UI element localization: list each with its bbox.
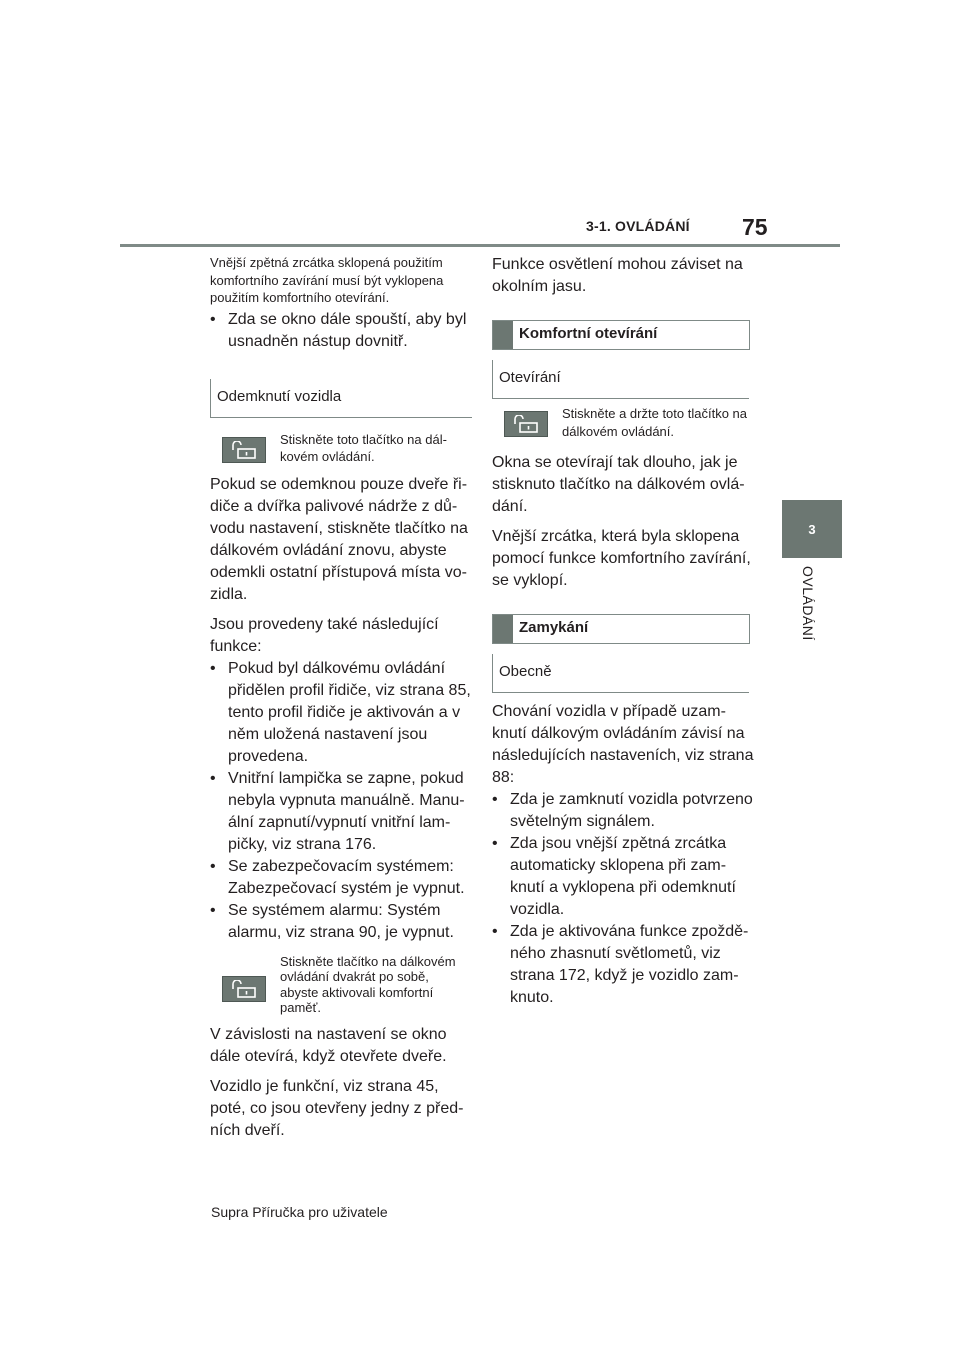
paragraph: Okna se otevírají tak dlouho, jak je stisknuto tlačítko na dálkovém ovládání. <box>492 454 745 515</box>
instruction-text: Stiskněte a držte toto tlačítko na dálkovém ovládání. <box>562 406 747 439</box>
subheading-opening <box>492 360 749 399</box>
footer-text: Supra Příručka pro uživatele <box>211 1204 388 1220</box>
list-item: • Vnitřní lampička se zapne, pokud nebyla vypnuta manuálně. Manuální zapnutí/vypnutí vnitřní lampičky, viz strana 176. <box>210 769 465 853</box>
unlock-key-icon <box>504 411 548 437</box>
paragraph: Pokud se odemknou pouze dveře řidiče a dvířka palivové nádrže z důvodu nastavení, stiskněte tlačítko na dálkovém ovládání znovu, abyste odemkli ostatní přístupová místa vozidla. <box>210 475 468 603</box>
list-item-text: Pokud byl dálkovému ovládání přidělen profil řidiče, viz strana 85, tento profil řidiče je aktivován a v něm uložená nastavení jsou provedena. <box>228 659 471 765</box>
list-item: • Zda je aktivována funkce zpožděného zhasnutí světlometů, viz strana 172, když je vozidlo zamknuto. <box>492 923 749 1006</box>
subheading-text: Odemknutí vozidla <box>217 387 342 405</box>
paragraph: Funkce osvětlení mohou záviset na okolním jasu. <box>492 256 743 295</box>
list-item-text: Zda jsou vnější zpětná zrcátka automaticky sklopena při zamknutí a vyklopena při odemknutí vozidla. <box>510 835 736 918</box>
heading-bar <box>493 321 513 349</box>
list-item-text: Zda je aktivována funkce zpožděného zhasnutí světlometů, viz strana 172, když je vozidlo zamknuto. <box>510 923 749 1006</box>
instruction-text: Stiskněte tlačítko na dálkovém ovládání dvakrát po sobě, abyste aktivovali komfortní paměť. <box>280 953 456 1015</box>
section-title: 3-1. OVLÁDÁNÍ <box>586 218 690 234</box>
list-item: • Zda se okno dále spouští, aby byl usnadněn nástup dovnitř. <box>210 310 467 350</box>
heading-text: Komfortní otevírání <box>519 325 658 342</box>
heading-text: Zamykání <box>519 619 589 636</box>
subheading-general <box>492 654 749 693</box>
right-column <box>492 254 754 1009</box>
paragraph: V závislosti na nastavení se okno dále otevírá, když otevřete dveře. <box>210 1025 447 1065</box>
list-item: • Se systémem alarmu: Systém alarmu, viz strana 90, je vypnut. <box>210 901 454 941</box>
header-divider <box>120 244 840 247</box>
list-item-text: Se zabezpečovacím systémem: Zabezpečovací systém je vypnut. <box>228 857 465 897</box>
list-item-text: Zda je zamknutí vozidla potvrzeno světelným signálem. <box>510 791 753 830</box>
subheading-text: Otevírání <box>499 369 561 386</box>
instruction-row <box>504 405 754 440</box>
list-item: • Se zabezpečovacím systémem: Zabezpečovací systém je vypnut. <box>210 857 465 897</box>
unlock-key-icon <box>222 976 266 1002</box>
list-item-text: Zda se okno dále spouští, aby byl usnadněn nástup dovnitř. <box>228 310 467 350</box>
instruction-text: Stiskněte toto tlačítko na dálkovém ovládání. <box>280 431 447 464</box>
list-item-text: Se systémem alarmu: Systém alarmu, viz strana 90, je vypnut. <box>228 901 454 941</box>
paragraph: Jsou provedeny také následující funkce: <box>210 615 439 655</box>
list-item: • Zda jsou vnější zpětná zrcátka automaticky sklopena při zamknutí a vyklopena při odemknutí vozidla. <box>492 835 736 918</box>
left-column <box>210 254 472 1142</box>
list-item: • Pokud byl dálkovému ovládání přidělen profil řidiče, viz strana 85, tento profil řidiče je aktivován a v něm uložená nastavení jsou provedena. <box>210 659 471 765</box>
subheading-unlock <box>210 379 472 418</box>
heading-bar <box>493 615 513 643</box>
list-item-text: Vnitřní lampička se zapne, pokud nebyla vypnuta manuálně. Manuální zapnutí/vypnutí vnitřní lampičky, viz strana 176. <box>228 769 465 853</box>
list-item: • Zda je zamknutí vozidla potvrzeno světelným signálem. <box>492 791 753 830</box>
instruction-row <box>222 431 472 466</box>
unlock-key-icon <box>222 437 266 463</box>
page-number: 75 <box>742 214 768 240</box>
heading-comfort-open <box>492 320 750 350</box>
paragraph: Chování vozidla v případě uzamknutí dálkovým ovládáním závisí na následujících nastaveních, viz strana 88: <box>492 703 754 786</box>
paragraph: Vozidlo je funkční, viz strana 45, poté, co jsou otevřeny jedny z předních dveří. <box>210 1077 464 1139</box>
heading-locking <box>492 614 750 644</box>
subheading-text: Obecně <box>499 663 552 680</box>
chapter-tab <box>782 500 842 558</box>
chapter-number: 3 <box>808 521 816 537</box>
paragraph: Vnější zrcátka, která byla sklopena pomocí funkce komfortního zavírání, se vyklopí. <box>492 528 751 589</box>
intro-note: Vnější zpětná zrcátka sklopená použitím komfortního zavírání musí být vyklopena použitím komfortního otevírání. <box>210 255 444 305</box>
chapter-label: OVLÁDÁNÍ <box>800 566 816 641</box>
instruction-row <box>222 954 472 1016</box>
